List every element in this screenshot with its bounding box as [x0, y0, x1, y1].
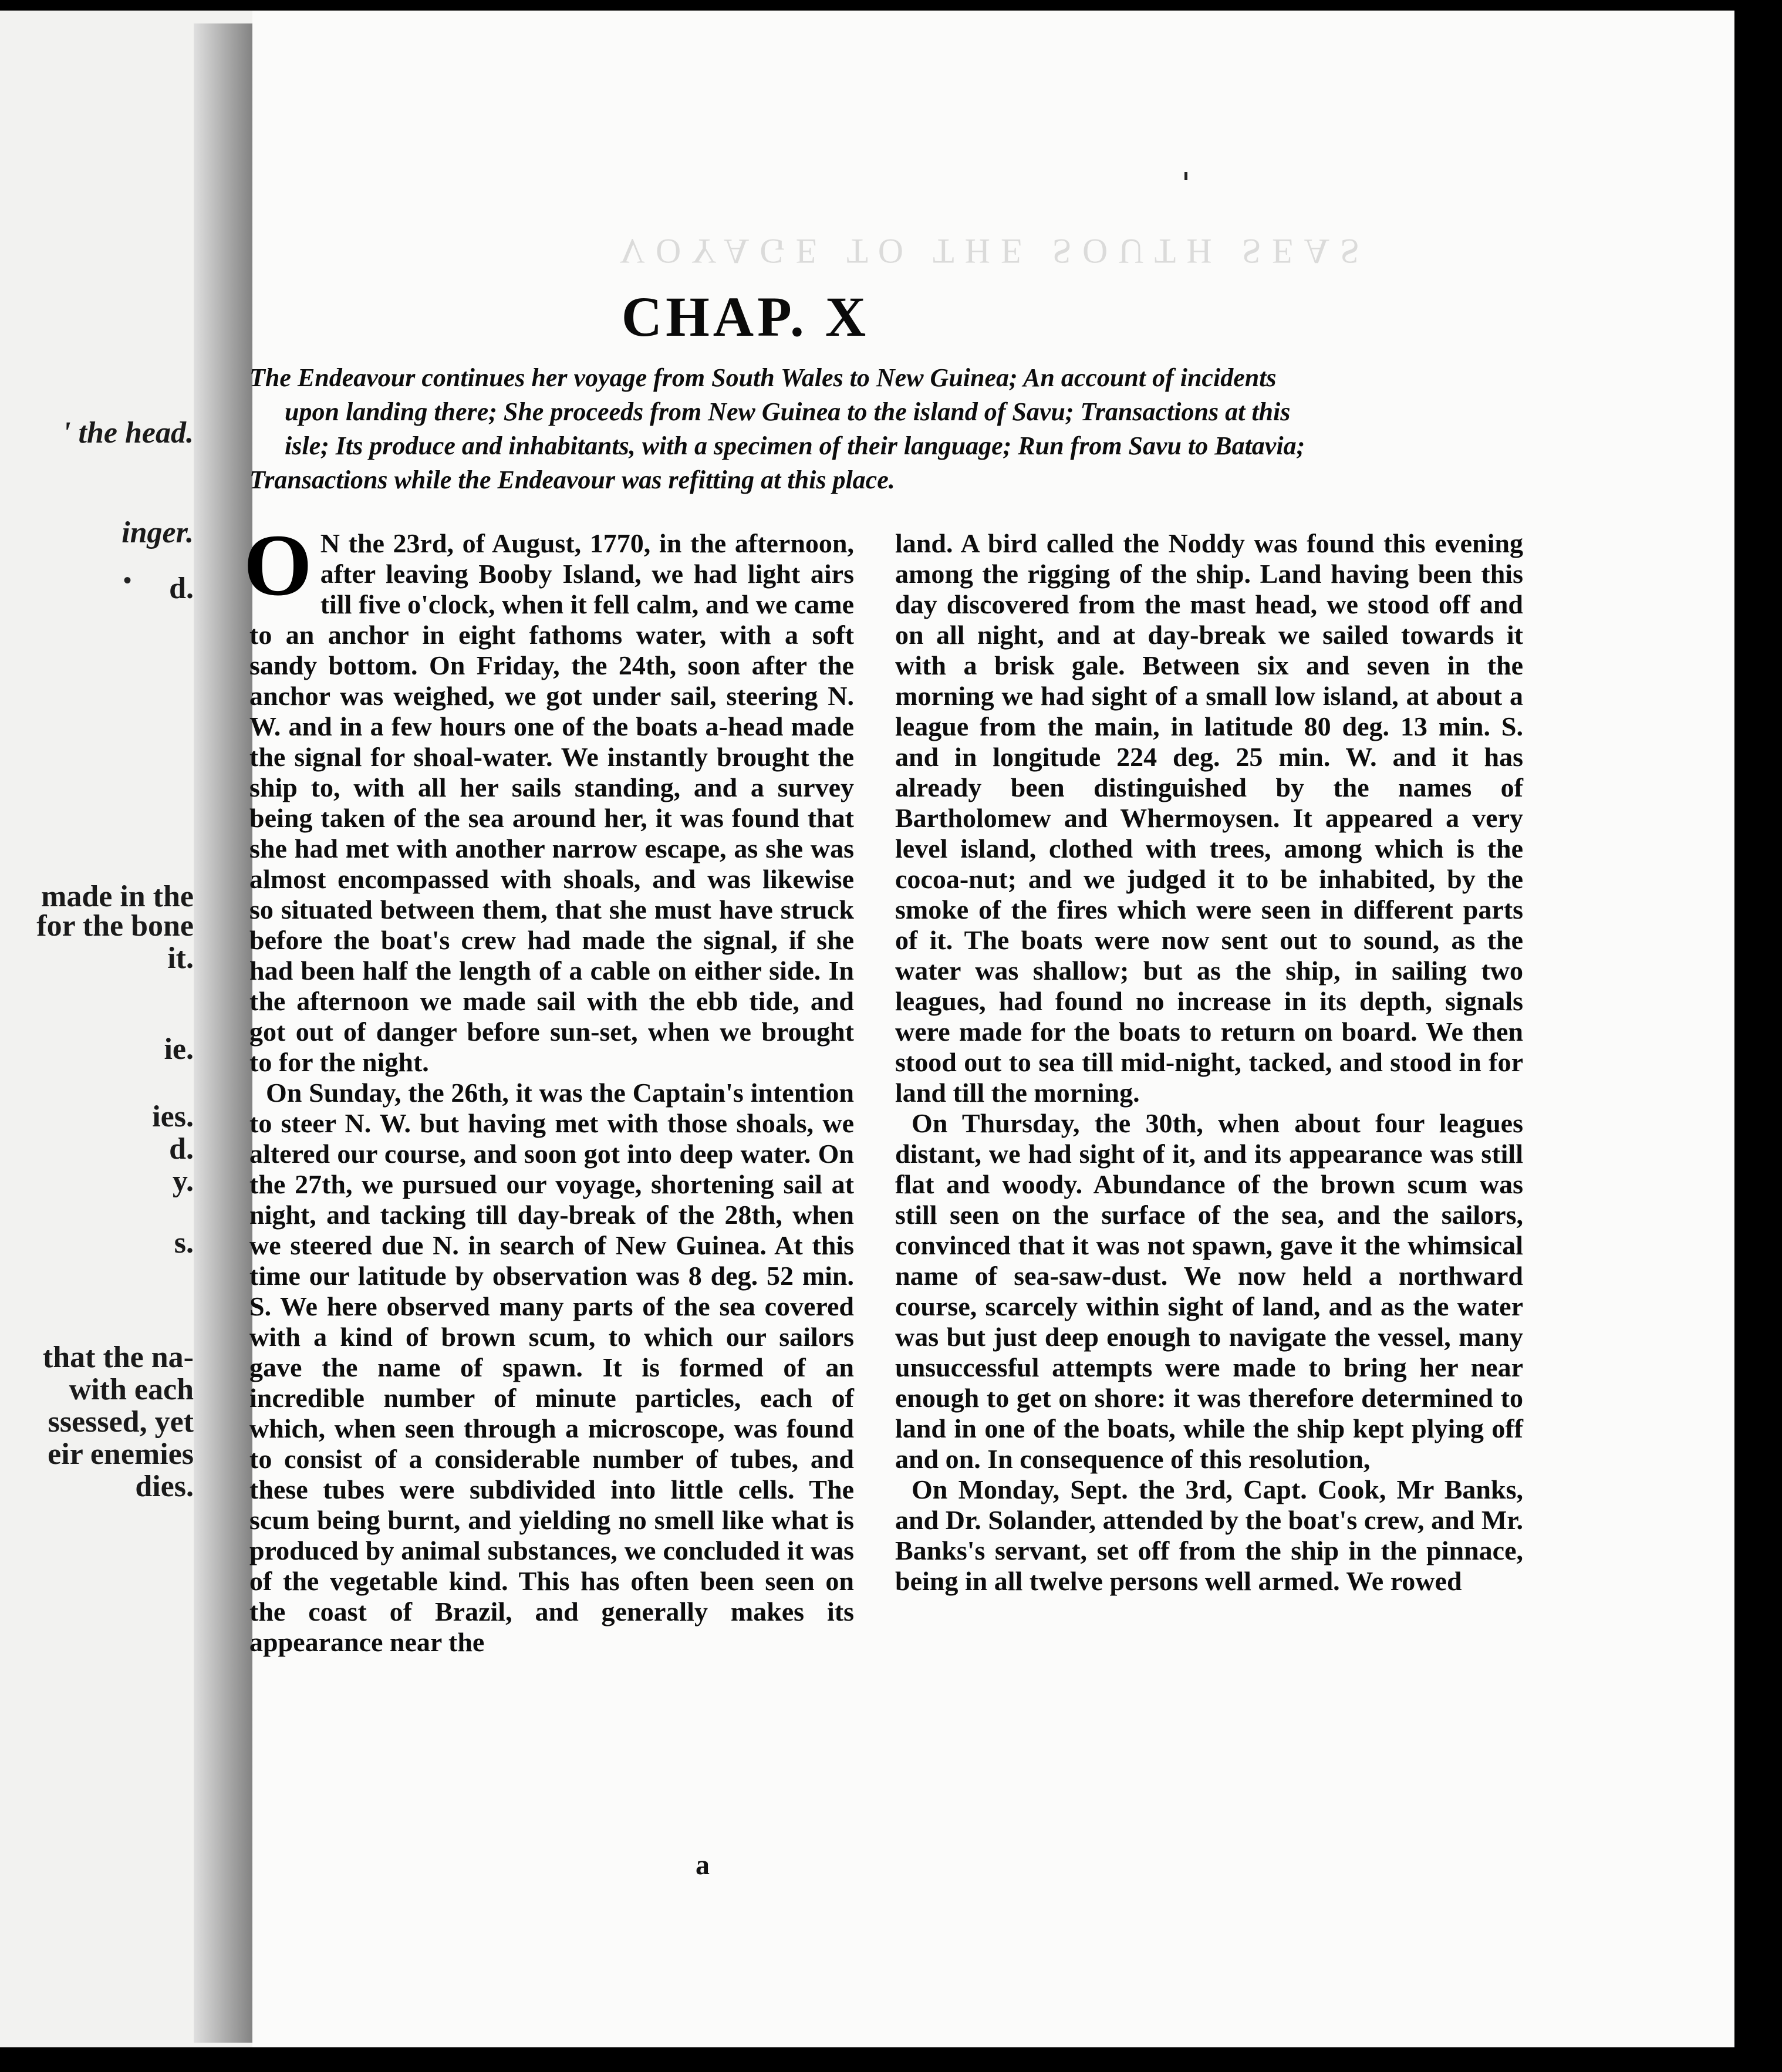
paragraph: On Sunday, the 26th, it was the Captain's intention to steer N. W. but having met with those shoals, we altered our course, and soon got into deep water. On the 27th, we pursued our voyage, shortening sail at night, and tacking till day-break of the 28th, when we steered due N. in search of New Guinea. At this time our latitude by observation was 8 deg. 52 min. S. We here observed many parts of the sea covered with a kind of brown scum, to which our sailors gave the name of spawn. It is formed of an incredible number of minute particles, each of which, when seen through a microscope, was found to consist of a considerable number of tubes, and these tubes were subdivided into little cells. The scum being burnt, and yielding no smell like what is produced by animal substances, we concluded it was of the vegetable kind. This has often been seen on the coast of Brazil, and generally makes its appearance near the [249, 1078, 854, 1657]
left-page-fragment: eir enemies [48, 1437, 194, 1471]
left-page-fragment: d. [169, 1132, 194, 1166]
left-page-fragment: ies. [152, 1100, 194, 1133]
paragraph: On Monday, Sept. the 3rd, Capt. Cook, Mr Banks, and Dr. Solander, attended by the boat's crew, and Mr. Banks's servant, set off from the ship in the pinnace, being in all twelve persons well armed. We rowed [895, 1474, 1523, 1596]
stray-dot: • [123, 567, 132, 593]
signature-mark: a [696, 1850, 710, 1881]
paragraph-text: N the 23rd, of August, 1770, in the afternoon, after leaving Booby Island, we had light airs till five o'clock, when it fell calm, and we came to an anchor in eight fathoms water, with a soft sandy bottom. On Friday, the 24th, soon after the anchor was weighed, we got under sail, steering N. W. and in a few hours one of the boats a-head made the signal for shoal-water. We instantly brought the ship to, with all her sails standing, and a survey being taken of the sea around her, it was found that she had met with another narrow escape, as she was almost encompassed with shoals, and was likewise so situated between them, that she must have struck before the boat's crew had made the signal, if she had been half the length of a cable on either side. In the afternoon we made sail with the ebb tide, and got out of danger before sun-set, when we brought to for the night. [249, 528, 854, 1077]
left-page-fragment: that the na- [42, 1341, 194, 1374]
left-page-fragment: d. [169, 572, 194, 605]
left-page-fragment: it. [167, 941, 194, 975]
left-page-fragment: s. [174, 1226, 194, 1260]
left-page-fragment: with each [69, 1373, 194, 1406]
summary-line: Transactions while the Endeavour was refitting at this place. [249, 465, 895, 494]
ink-mark [1184, 172, 1187, 180]
text-column-right [895, 528, 1523, 1597]
left-page-fragment: made in the [41, 880, 194, 913]
paragraph [244, 517, 854, 1078]
left-page-fragment: ' the head. [62, 416, 194, 450]
chapter-title: CHAP. X [621, 285, 870, 349]
left-page-fragment: ssessed, yet [48, 1405, 194, 1439]
left-page-fragment: for the bone [36, 909, 194, 943]
summary-line: The Endeavour continues her voyage from South Wales to New Guinea; An account of incidents [249, 363, 1277, 392]
scan-border [1734, 11, 1782, 2047]
left-page-fragment: y. [172, 1165, 194, 1198]
paragraph: On Thursday, the 30th, when about four leagues distant, we had sight of it, and its appearance was still flat and woody. Abundance of the brown scum was still seen on the surface of the sea, and the sailors, convinced that it was not spawn, gave it the whimsical name of sea-saw-dust. We now held a northward course, scarcely within sight of land, and as the water was but just deep enough to navigate the vessel, many unsuccessful attempts were made to bring her near enough to get on shore: it was therefore determined to land in one of the boats, while the ship kept plying off and on. In consequence of this resolution, [895, 1108, 1523, 1474]
left-page-fragment: ie. [164, 1032, 194, 1066]
text-column-left [244, 517, 854, 1658]
left-page-fragments [0, 11, 194, 2047]
drop-cap: O [244, 517, 312, 614]
chapter-summary [249, 361, 1538, 497]
left-page-fragment: dies. [135, 1470, 194, 1503]
show-through-text: VOYAGE TO THE SOUTH SEAS [619, 232, 1371, 271]
summary-line: isle; Its produce and inhabitants, with a specimen of their language; Run from Savu to Batavia; [285, 431, 1305, 460]
left-page-fragment: inger. [122, 516, 194, 549]
summary-line: upon landing there; She proceeds from New Guinea to the island of Savu; Transactions at this [285, 397, 1291, 426]
paragraph: land. A bird called the Noddy was found this evening among the rigging of the ship. Land having been this day discovered from the mast head, we stood off and on all night, and at day-break we sailed towards it with a brisk gale. Between six and seven in the morning we had sight of a small low island, at about a league from the main, in latitude 80 deg. 13 min. S. and in longitude 224 deg. 25 min. W. and it has already been distinguished by the names of Bartholomew and Whermoysen. It appeared a very level island, clothed with trees, among which is the cocoa-nut; and we judged it to be inhabited, by the smoke of the fires which were seen in different parts of it. The boats were now sent out to sound, as the water was shallow; but as the ship, in sailing two leagues, had found no increase in its depth, signals were made for the boats to return on board. We then stood out to sea till mid-night, tacked, and stood in for land till the morning. [895, 528, 1523, 1108]
